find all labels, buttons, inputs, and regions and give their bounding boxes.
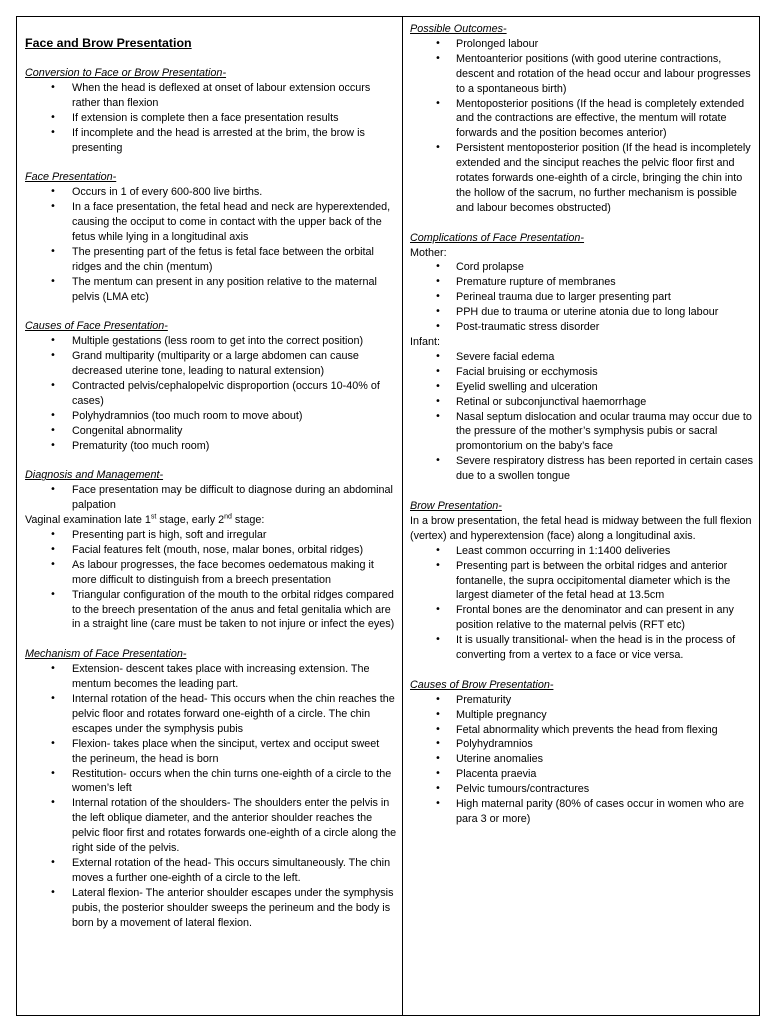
list-item: • As labour progresses, the face becomes oedematous making it more difficult to distinguish from a breech presentation: [25, 558, 397, 588]
list-item: • High maternal parity (80% of cases occur in women who are para 3 or more): [410, 797, 754, 827]
list-item: • Facial bruising or ecchymosis: [410, 365, 754, 380]
list-item: • Prematurity: [410, 693, 754, 708]
list-item: • Severe facial edema: [410, 350, 754, 365]
list-item: • Pelvic tumours/contractures: [410, 782, 754, 797]
list-item: • If extension is complete then a face presentation results: [25, 111, 397, 126]
list-item: • Extension- descent takes place with increasing extension. The mentum becomes the leading part.: [25, 662, 397, 692]
document-title: Face and Brow Presentation: [25, 36, 192, 50]
list-item: • Occurs in 1 of every 600-800 live births.: [25, 185, 397, 200]
mechanism-list: [25, 662, 397, 930]
list-item: • Uterine anomalies: [410, 752, 754, 767]
causes-brow-list: [410, 693, 754, 827]
list-item: • Internal rotation of the shoulders- The shoulders enter the pelvis in the left oblique diameter, and the anterior shoulder reaches the pelvic floor first and rotates forwards one-eighth of a circle along the right side of the pelvis.: [25, 796, 397, 856]
list-item: • The mentum can present in any position relative to the maternal pelvis (LMA etc): [25, 275, 397, 305]
infant-label: Infant:: [410, 336, 441, 349]
list-item: • Retinal or subconjunctival haemorrhage: [410, 395, 754, 410]
left-column: [25, 22, 397, 931]
list-item: • External rotation of the head- This occurs simultaneously. The chin moves a further one-eighth of a circle to the left.: [25, 856, 397, 886]
list-item: • PPH due to trauma or uterine atonia due to long labour: [410, 305, 754, 320]
list-item: • Multiple gestations (less room to get into the correct position): [25, 334, 397, 349]
list-item: • Mentoanterior positions (with good uterine contractions, descent and rotation of the head occur and labour progresses to a spontaneous birth): [410, 52, 754, 97]
infant-list: [410, 350, 754, 484]
list-item: • Fetal abnormality which prevents the head from flexing: [410, 723, 754, 738]
list-item: • Premature rupture of membranes: [410, 275, 754, 290]
list-item: • Internal rotation of the head- This occurs when the chin reaches the pelvic floor and rotates forward one-eighth of a circle. The chin escapes under the symphysis pubis: [25, 692, 397, 737]
list-item: • Prematurity (too much room): [25, 439, 397, 454]
list-item: • Frontal bones are the denominator and can present in any position relative to the maternal pelvis (RFT etc): [410, 603, 754, 633]
list-item: • Eyelid swelling and ulceration: [410, 380, 754, 395]
list-item: • Lateral flexion- The anterior shoulder escapes under the symphysis pubis, the posterior shoulder sweeps the perineum and the body is born by a movement of lateral flexion.: [25, 886, 397, 931]
list-item: • When the head is deflexed at onset of labour extension occurs rather than flexion: [25, 81, 397, 111]
mother-label: Mother:: [410, 246, 447, 259]
mother-list: [410, 260, 754, 335]
causes-face-heading: Causes of Face Presentation-: [25, 320, 168, 333]
diagnosis-list-a: [25, 483, 397, 513]
list-item: • Congenital abnormality: [25, 424, 397, 439]
outcomes-heading: Possible Outcomes-: [410, 23, 507, 35]
diagnosis-heading: Diagnosis and Management-: [25, 469, 164, 482]
causes-brow-heading: Causes of Brow Presentation-: [410, 678, 554, 691]
list-item: • Cord prolapse: [410, 260, 754, 275]
conversion-heading: Conversion to Face or Brow Presentation-: [25, 67, 227, 79]
list-item: • It is usually transitional- when the head is in the process of converting from a vertex to a face or vice versa.: [410, 633, 754, 663]
list-item: • Mentoposterior positions (If the head is completely extended and the contractions are effective, the mentum will rotate forwards and the position becomes anterior): [410, 97, 754, 142]
list-item: • Face presentation may be difficult to diagnose during an abdominal palpation: [25, 483, 397, 513]
right-column: [410, 22, 754, 827]
list-item: • Persistent mentoposterior position (If the head is incompletely extended and the sinciput reaches the pelvic floor first and rotates forwards one-eighth of a circle, bringing the chin into the hollow of the sacrum, no further mechanism is possible and labour becomes obstructed): [410, 141, 754, 216]
list-item: • Severe respiratory distress has been reported in certain cases due to a swollen tongue: [410, 454, 754, 484]
brow-list: [410, 544, 754, 663]
list-item: • Contracted pelvis/cephalopelvic disproportion (occurs 10-40% of cases): [25, 379, 397, 409]
list-item: • Presenting part is high, soft and irregular: [25, 528, 397, 543]
brow-intro: In a brow presentation, the fetal head is midway between the full flexion (vertex) and hyperextension (face) along a longitudinal axis.: [410, 514, 752, 542]
list-item: • Triangular configuration of the mouth to the orbital ridges compared to the breech presentation of the anus and fetal genitalia which are in a straight line (care must be taken to not injure or infect the eyes): [25, 588, 397, 633]
list-item: • The presenting part of the fetus is fetal face between the orbital ridges and the chin (mentum): [25, 245, 397, 275]
causes-face-list: [25, 334, 397, 453]
brow-heading: Brow Presentation-: [410, 499, 502, 512]
vaginal-exam-label: Vaginal examination late 1st stage, early 2nd stage:: [25, 513, 265, 527]
diagnosis-list-b: [25, 528, 397, 632]
list-item: • Facial features felt (mouth, nose, malar bones, orbital ridges): [25, 543, 397, 558]
list-item: • Flexion- takes place when the sinciput, vertex and occiput sweet the perineum, the head is born: [25, 737, 397, 767]
list-item: • Presenting part is between the orbital ridges and anterior fontanelle, the supra occipitomental diameter which is the largest diameter of the fetal head at 13.5cm: [410, 559, 754, 604]
list-item: • If incomplete and the head is arrested at the brim, the brow is presenting: [25, 126, 397, 156]
list-item: • Multiple pregnancy: [410, 708, 754, 723]
list-item: • Polyhydramnios (too much room to move about): [25, 409, 397, 424]
list-item: • Prolonged labour: [410, 37, 754, 52]
list-item: • Nasal septum dislocation and ocular trauma may occur due to the pressure of the mother’s symphysis pubis or sacral promontorium on the baby’s face: [410, 410, 754, 455]
list-item: • Placenta praevia: [410, 767, 754, 782]
list-item: • In a face presentation, the fetal head and neck are hyperextended, causing the occiput to come in contact with the upper back of the fetus while lying in a longitudinal axis: [25, 200, 397, 245]
conversion-list: [25, 81, 397, 156]
face-presentation-heading: Face Presentation-: [25, 171, 117, 184]
outcomes-list: [410, 37, 754, 216]
list-item: • Grand multiparity (multiparity or a large abdomen can cause decreased uterine tone, leading to natural extension): [25, 349, 397, 379]
list-item: • Least common occurring in 1:1400 deliveries: [410, 544, 754, 559]
list-item: • Restitution- occurs when the chin turns one-eighth of a circle to the women’s left: [25, 767, 397, 797]
complications-heading: Complications of Face Presentation-: [410, 231, 585, 244]
mechanism-heading: Mechanism of Face Presentation-: [25, 648, 187, 661]
face-presentation-list: [25, 185, 397, 304]
column-divider: [402, 16, 403, 1016]
list-item: • Polyhydramnios: [410, 737, 754, 752]
list-item: • Perineal trauma due to larger presenting part: [410, 290, 754, 305]
list-item: • Post-traumatic stress disorder: [410, 320, 754, 335]
